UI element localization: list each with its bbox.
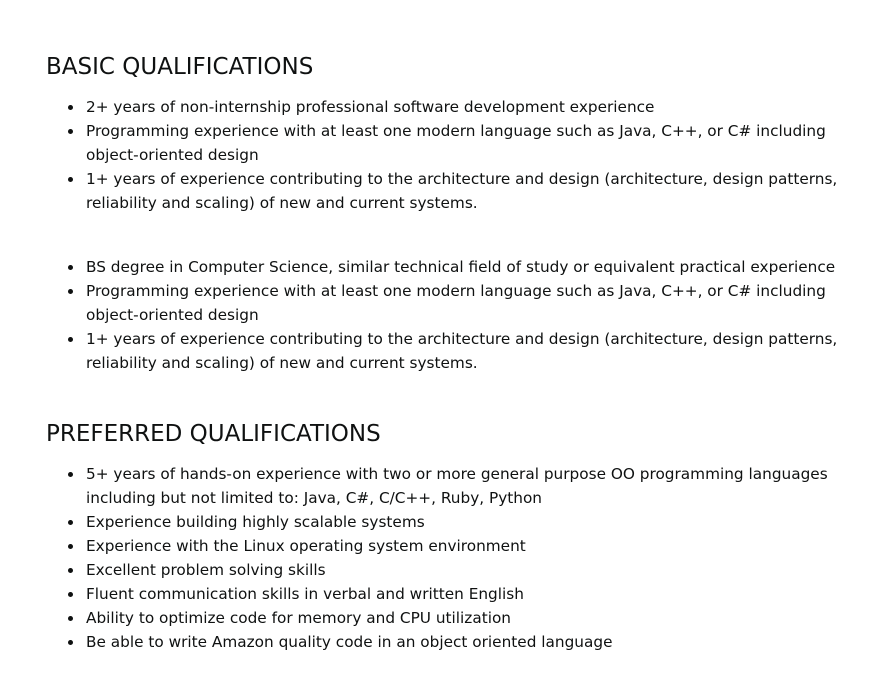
list-item: 5+ years of hands-on experience with two or more general purpose OO programming languages including but not limited to: Java, C#, C/C++, Ruby, Python [86,462,869,510]
list-item: Excellent problem solving skills [86,558,869,582]
list-item: BS degree in Computer Science, similar technical field of study or equivalent practical experience [86,255,869,279]
list-item: 2+ years of non-internship professional software development experience [86,95,869,119]
preferred-qualifications-list [46,462,869,654]
list-item: Experience building highly scalable systems [86,510,869,534]
basic-qualifications-heading: BASIC QUALIFICATIONS [46,54,314,80]
list-item: Ability to optimize code for memory and CPU utilization [86,606,869,630]
list-item: Programming experience with at least one modern language such as Java, C++, or C# including object-oriented design [86,119,869,167]
list-item: Be able to write Amazon quality code in an object oriented language [86,630,869,654]
list-item: Fluent communication skills in verbal and written English [86,582,869,606]
list-item: 1+ years of experience contributing to the architecture and design (architecture, design patterns, reliability and scaling) of new and current systems. [86,167,869,215]
basic-qualifications-list-primary [46,95,869,215]
list-item: 1+ years of experience contributing to the architecture and design (architecture, design patterns, reliability and scaling) of new and current systems. [86,327,869,375]
list-item: Experience with the Linux operating system environment [86,534,869,558]
preferred-qualifications-heading: PREFERRED QUALIFICATIONS [46,421,381,447]
basic-qualifications-list-secondary [46,255,869,375]
list-item: Programming experience with at least one modern language such as Java, C++, or C# including object-oriented design [86,279,869,327]
